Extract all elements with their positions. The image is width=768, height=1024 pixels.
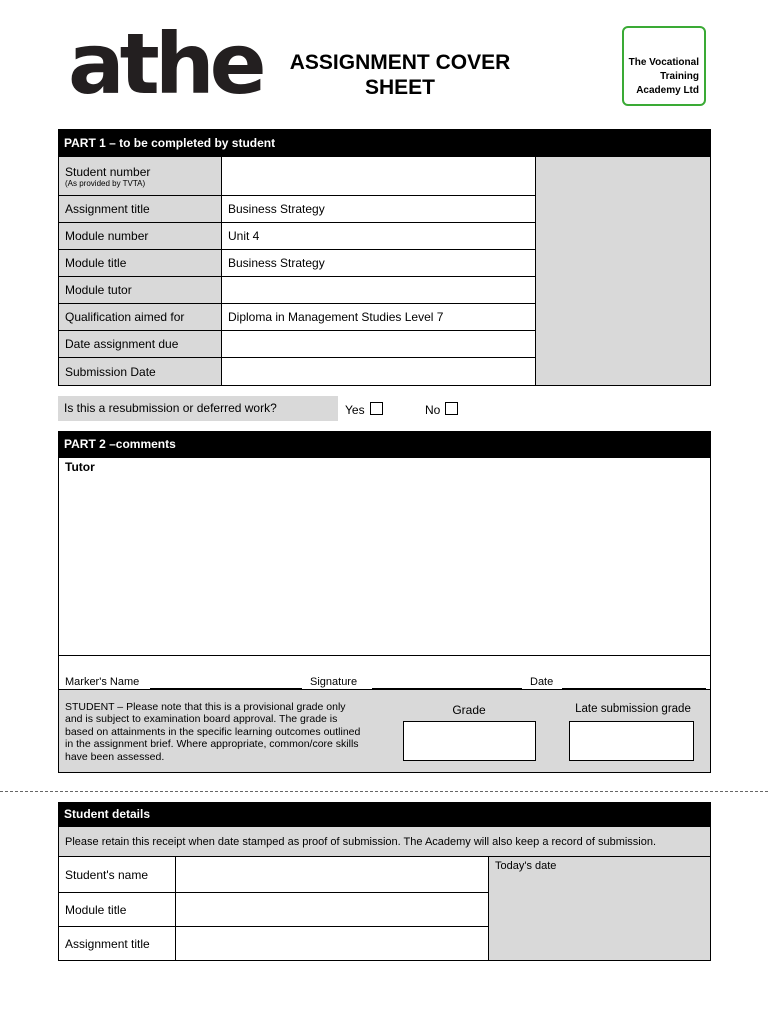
receipt-assignment-title-label: Assignment title [58, 926, 176, 961]
date-due-field[interactable] [221, 330, 536, 358]
date-due-label: Date assignment due [58, 330, 222, 358]
student-note-line3: based on attainments in the specific learning outcomes outlined [65, 725, 361, 738]
student-number-field[interactable] [221, 156, 536, 196]
student-number-sublabel: (As provided by TVTA) [65, 178, 146, 188]
student-note-line5: have been assessed. [65, 750, 165, 763]
student-note [65, 701, 400, 763]
academy-badge [622, 26, 706, 106]
yes-label: Yes [345, 403, 365, 417]
grade-box[interactable] [403, 721, 536, 761]
student-note-line2: and is subject to examination board approval. The grade is [65, 713, 338, 726]
tutor-comments-box[interactable] [58, 457, 711, 656]
todays-date-box[interactable] [488, 856, 711, 961]
student-note-line4: in the assignment brief. Where appropriate, common/core skills [65, 738, 359, 751]
grade-label: Grade [452, 703, 486, 717]
students-name-field[interactable] [175, 856, 489, 893]
submission-date-field[interactable] [221, 357, 536, 386]
page-title [270, 50, 530, 100]
student-note-line1: STUDENT – Please note that this is a provisional grade only [65, 701, 346, 713]
resubmission-no[interactable] [425, 402, 458, 417]
module-number-field[interactable]: Unit 4 [221, 222, 536, 250]
module-title-label: Module title [58, 249, 222, 277]
qualification-label: Qualification aimed for [58, 303, 222, 331]
markers-name-label: Marker's Name [65, 676, 140, 688]
module-number-label: Module number [58, 222, 222, 250]
no-checkbox[interactable] [445, 402, 458, 415]
receipt-assignment-title-field[interactable] [175, 926, 489, 961]
cut-line [0, 791, 768, 792]
late-grade-box[interactable] [569, 721, 694, 761]
yes-checkbox[interactable] [370, 402, 383, 415]
receipt-module-title-field[interactable] [175, 892, 489, 927]
badge-line3: Academy Ltd [636, 85, 699, 96]
part2-heading: PART 2 –comments [58, 431, 711, 458]
resubmission-yes[interactable] [345, 402, 383, 417]
module-tutor-label: Module tutor [58, 276, 222, 304]
page-title-line1: ASSIGNMENT COVER [289, 51, 511, 74]
athe-logo: athe [68, 15, 262, 113]
module-tutor-field[interactable] [221, 276, 536, 304]
student-number-label-text: Student number [65, 164, 151, 179]
office-use-panel [535, 156, 711, 386]
tutor-label: Tutor [65, 460, 95, 474]
student-details-heading: Student details [58, 802, 711, 827]
resubmission-question: Is this a resubmission or deferred work? [58, 396, 338, 421]
marker-row [58, 655, 711, 690]
assignment-title-label: Assignment title [58, 195, 222, 223]
module-title-field[interactable]: Business Strategy [221, 249, 536, 277]
date-label: Date [530, 676, 554, 688]
receipt-module-title-label: Module title [58, 892, 176, 927]
part1-heading: PART 1 – to be completed by student [58, 129, 711, 157]
submission-date-label: Submission Date [58, 357, 222, 386]
student-number-label [58, 156, 222, 196]
page-title-line2: SHEET [364, 76, 435, 99]
no-label: No [425, 403, 441, 417]
badge-line1: The Vocational [628, 57, 699, 68]
receipt-note: Please retain this receipt when date stamped as proof of submission. The Academy will also keep a record of submission. [58, 826, 711, 857]
qualification-field[interactable]: Diploma in Management Studies Level 7 [221, 303, 536, 331]
badge-line2: Training [660, 71, 699, 82]
students-name-label: Student's name [58, 856, 176, 893]
assignment-title-field[interactable]: Business Strategy [221, 195, 536, 223]
signature-label: Signature [310, 676, 358, 688]
todays-date-label: Today's date [495, 860, 557, 872]
late-grade-label: Late submission grade [575, 703, 691, 715]
